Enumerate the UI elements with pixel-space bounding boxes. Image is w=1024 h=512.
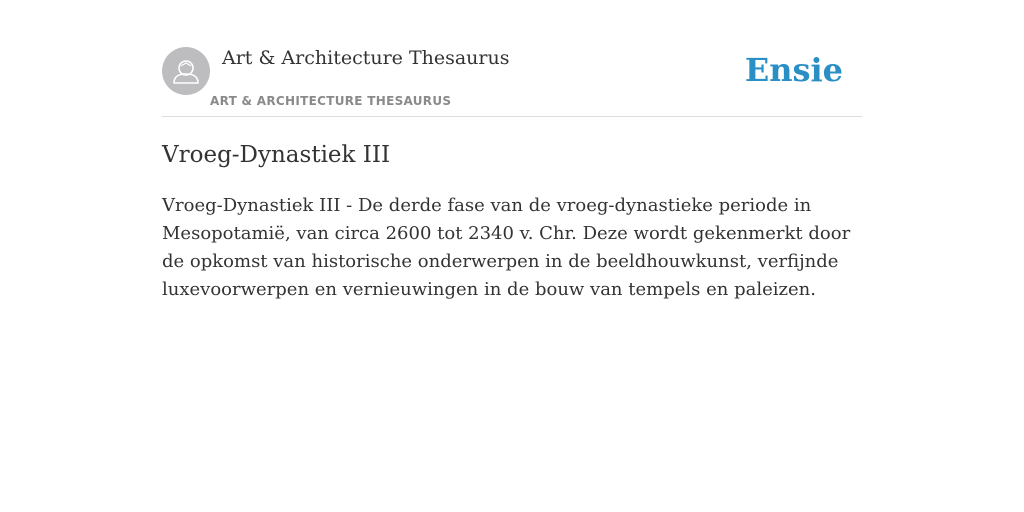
article-body: Vroeg-Dynastiek III - De derde fase van de vroeg-dynastieke periode in Mesopotamië, van circa 2600 tot 2340 v. Chr. Deze wordt gekenmerkt door de opkomst van historische onderwerpen in de beeldhouwkunst, verfijnde luxevoorwerpen en vernieuwingen in de bouw van tempels en paleizen. [162,195,851,300]
author-header [162,46,862,117]
page-title: Vroeg-Dynastiek III [162,142,391,168]
author-tag[interactable]: ART & ARCHITECTURE THESAURUS [210,94,452,108]
author-name[interactable]: Art & Architecture Thesaurus [222,47,510,69]
avatar[interactable] [162,47,210,95]
ensie-logo[interactable]: Ensie [744,51,843,89]
user-avatar-icon [162,47,210,95]
